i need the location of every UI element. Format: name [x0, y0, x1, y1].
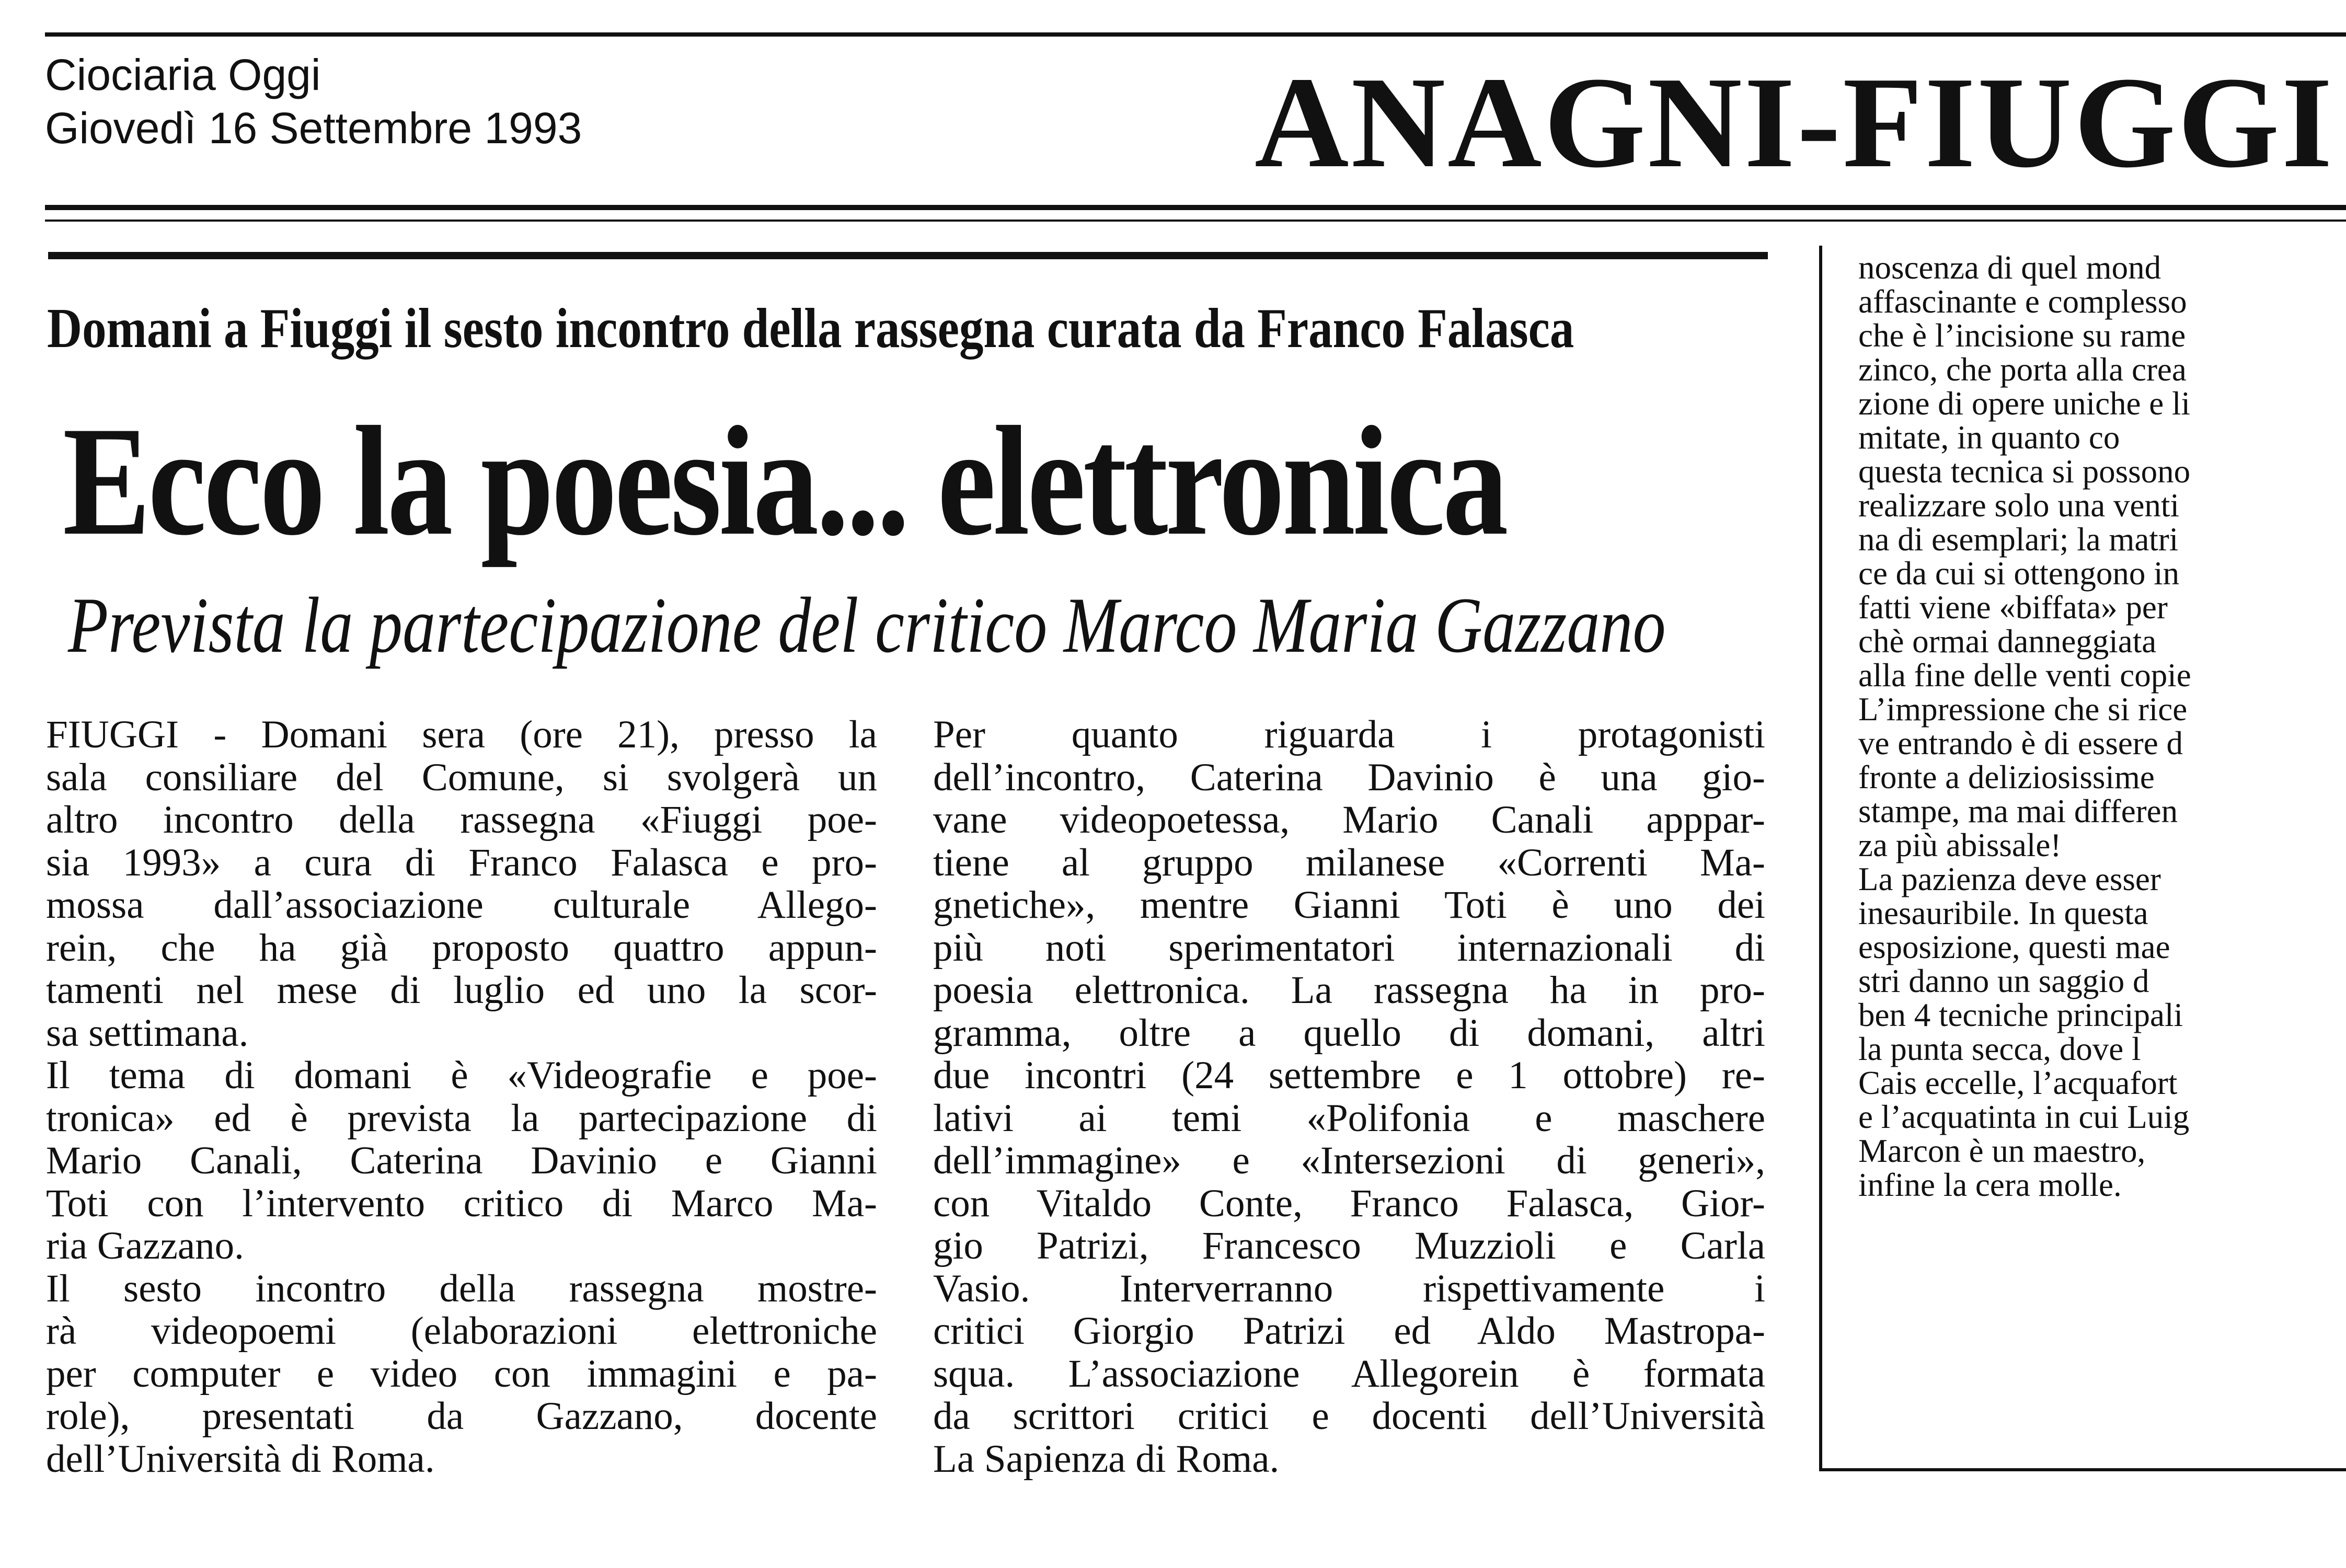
text-line: rà videopoemi (elaborazioni elettroniche	[46, 1310, 877, 1353]
sidebar-line: fronte a deliziosissime	[1858, 759, 2155, 795]
text-line: gramma, oltre a quello di domani, altri	[933, 1011, 1765, 1054]
sidebar-line: Cais eccelle, l’acquafort	[1858, 1065, 2178, 1101]
text-line: mossa dall’associazione culturale Allego-	[46, 884, 877, 927]
text-line: tiene al gruppo milanese «Correnti Ma-	[933, 841, 1765, 884]
text-line: vane videopoetessa, Mario Canali apppar-	[933, 799, 1765, 841]
sidebar-line: chè ormai danneggiata	[1858, 623, 2157, 660]
paper-name: Ciociaria Oggi	[45, 50, 321, 99]
sidebar-line: zione di opere uniche e li	[1858, 385, 2190, 422]
text-line: da scrittori critici e docenti dell’Università	[933, 1395, 1765, 1438]
masthead-bottom-rule	[45, 205, 2346, 210]
sidebar-line: inesauribile. In questa	[1858, 895, 2148, 931]
sidebar-line: Marcon è un maestro,	[1858, 1133, 2146, 1169]
sidebar-line: za più abissale!	[1858, 827, 2062, 863]
article-top-rule	[48, 252, 1768, 259]
text-line: critici Giorgio Patrizi ed Aldo Mastropa-	[933, 1310, 1765, 1353]
text-line: altro incontro della rassegna «Fiuggi poe-	[46, 799, 877, 841]
text-line: sa settimana.	[46, 1011, 249, 1055]
text-line: La Sapienza di Roma.	[933, 1437, 1280, 1481]
text-line: Il tema di domani è «Videografie e poe-	[46, 1054, 877, 1097]
text-line: dell’Università di Roma.	[46, 1437, 435, 1481]
text-line: per computer e video con immagini e pa-	[46, 1352, 877, 1395]
text-line: due incontri (24 settembre e 1 ottobre) re-	[933, 1054, 1765, 1097]
text-line: Per quanto riguarda i protagonisti	[933, 713, 1765, 756]
text-line: dell’incontro, Caterina Davinio è una gio-	[933, 756, 1765, 799]
sidebar-line: che è l’incisione su rame	[1858, 317, 2186, 354]
sidebar-line: alla fine delle venti copie	[1858, 657, 2191, 694]
text-line: più noti sperimentatori internazionali di	[933, 926, 1765, 969]
text-line: Vasio. Interverranno rispettivamente i	[933, 1267, 1765, 1310]
sidebar-line: e l’acquatinta in cui Luig	[1858, 1099, 2190, 1135]
sidebar-line: La pazienza deve esser	[1858, 861, 2161, 897]
sidebar-line: realizzare solo una venti	[1858, 487, 2179, 524]
text-line: tamenti nel mese di luglio ed uno la scor-	[46, 969, 877, 1012]
top-rule	[45, 32, 2346, 37]
text-line: Mario Canali, Caterina Davinio e Gianni	[46, 1139, 877, 1182]
sidebar-line: affascinante e complesso	[1858, 283, 2187, 320]
article-column-2	[933, 713, 1765, 1480]
sidebar-line: stampe, ma mai differen	[1858, 793, 2178, 829]
sidebar-line: mitate, in quanto co	[1858, 419, 2120, 456]
sidebar-line: na di esemplari; la matri	[1858, 521, 2179, 558]
article-kicker: Domani a Fiuggi il sesto incontro della rassegna curata da Franco Falasca	[47, 297, 1574, 360]
sidebar-line: noscenza di quel mond	[1858, 251, 2161, 286]
text-line: Il sesto incontro della rassegna mostre-	[46, 1267, 877, 1310]
masthead-bottom-rule-thin	[45, 220, 2346, 222]
text-line: sia 1993» a cura di Franco Falasca e pro-	[46, 841, 877, 884]
sidebar-line: ve entrando è di essere d	[1858, 725, 2183, 762]
issue-date: Giovedì 16 Settembre 1993	[45, 103, 582, 153]
sidebar-line: esposizione, questi mae	[1858, 929, 2170, 965]
text-line: rein, che ha già proposto quattro appun-	[46, 926, 877, 969]
sidebar-line: infine la cera molle.	[1858, 1167, 2122, 1202]
article-column-1	[46, 713, 877, 1480]
article-subhead: Prevista la partecipazione del critico Marco Maria Gazzano	[68, 581, 1666, 669]
text-line: sala consiliare del Comune, si svolgerà un	[46, 756, 877, 799]
masthead	[45, 48, 582, 155]
text-line: gio Patrizi, Francesco Muzzioli e Carla	[933, 1225, 1765, 1267]
sidebar-line: zinco, che porta alla crea	[1858, 351, 2187, 388]
article-headline: Ecco la poesia... elettronica	[63, 394, 1506, 568]
sidebar-line: ben 4 tecniche principali	[1858, 997, 2183, 1033]
text-line: role), presentati da Gazzano, docente	[46, 1395, 877, 1438]
sidebar-line: questa tecnica si possono	[1858, 453, 2191, 490]
sidebar-column	[1858, 251, 2346, 1202]
text-line: dell’immagine» e «Intersezioni di generi»,	[933, 1139, 1765, 1182]
sidebar-line: ce da cui si ottengono in	[1858, 555, 2180, 592]
text-line: FIUGGI - Domani sera (ore 21), presso la	[46, 713, 877, 756]
text-line: ria Gazzano.	[46, 1224, 244, 1267]
sidebar-line: stri danno un saggio d	[1858, 963, 2149, 999]
text-line: Toti con l’intervento critico di Marco Ma-	[46, 1182, 877, 1225]
text-line: gnetiche», mentre Gianni Toti è uno dei	[933, 884, 1765, 927]
sidebar-line: L’impressione che si rice	[1858, 691, 2188, 728]
text-line: con Vitaldo Conte, Franco Falasca, Gior-	[933, 1182, 1765, 1225]
text-line: poesia elettronica. La rassegna ha in pro-	[933, 969, 1765, 1012]
sidebar-line: la punta secca, dove l	[1858, 1031, 2141, 1067]
text-line: tronica» ed è prevista la partecipazione di	[46, 1097, 877, 1139]
text-line: squa. L’associazione Allegorein è formata	[933, 1352, 1765, 1395]
section-title: ANAGNI-FIUGGI	[1255, 50, 2334, 195]
text-line: lativi ai temi «Polifonia e maschere	[933, 1097, 1765, 1139]
sidebar-line: fatti viene «biffata» per	[1858, 589, 2168, 626]
